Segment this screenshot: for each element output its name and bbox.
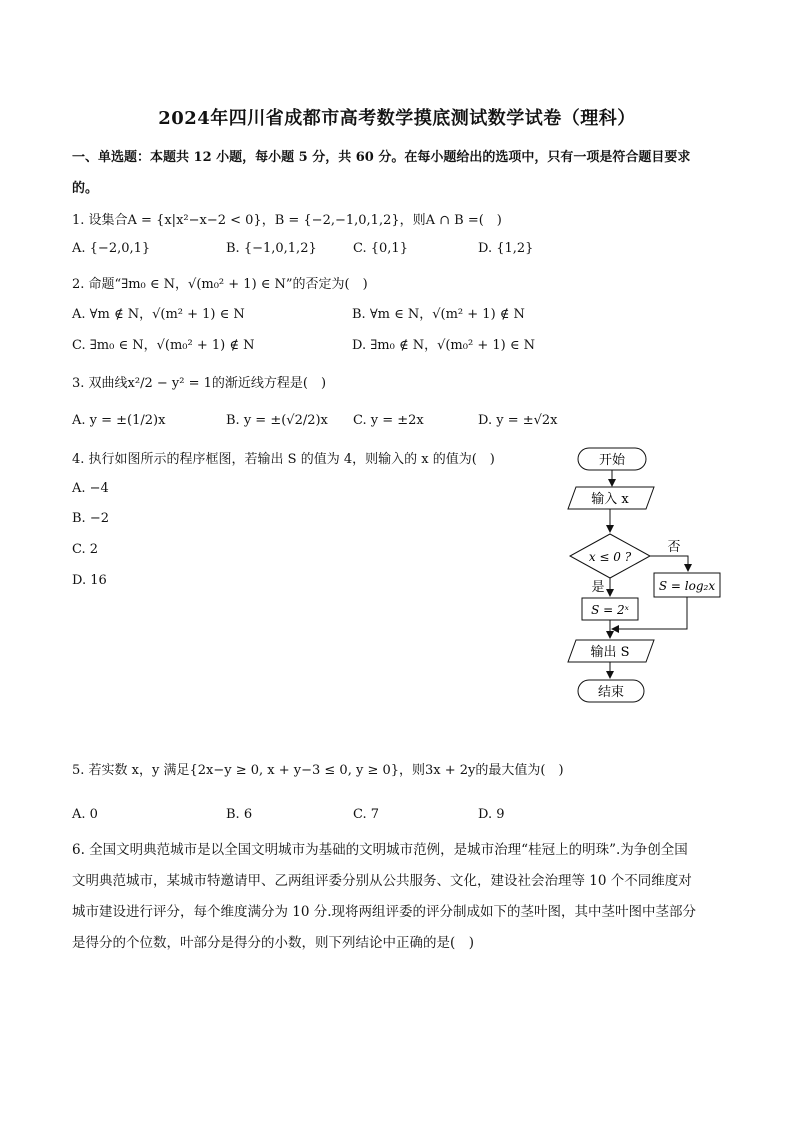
flow-input-label: 输入 x [591,492,629,507]
q3-option-b: B. y = ±(√2/2)x [226,413,328,428]
q2-option-d: D. ∃m₀ ∉ N，√(m₀² + 1) ∈ N [352,338,535,353]
question-6-line-3: 城市建设进行评分，每个维度满分为 10 分.现将两组评委的评分制成如下的茎叶图，其中茎叶图中茎部分 [72,904,697,920]
q3-option-a: A. y = ±(1/2)x [72,413,166,428]
q2-option-b: B. ∀m ∈ N，√(m² + 1) ∉ N [352,307,525,322]
flow-log-label: S = log₂x [658,579,716,593]
q5-option-c: C. 7 [353,807,380,822]
flow-decision-label: x ≤ 0 ? [588,550,632,564]
flow-no-label: 否 [667,540,681,555]
question-6-line-1: 6. 全国文明典范城市是以全国文明城市为基础的文明城市范例，是城市治理“桂冠上的明珠”.为争创全国 [72,842,688,858]
q5-option-a: A. 0 [72,807,98,822]
flow-pow-label: S = 2ˣ [591,603,629,617]
q4-option-a: A. −4 [72,481,109,496]
flow-start-label: 开始 [598,453,626,468]
question-5: 5. 若实数 x，y 满足{2x−y ≥ 0, x + y−3 ≤ 0, y ≥ 0}，则3x + 2y的最大值为( ) [72,763,564,778]
q5-option-b: B. 6 [226,807,253,822]
q5-option-d: D. 9 [478,807,505,822]
q1-option-d: D. {1,2} [478,241,534,256]
question-3: 3. 双曲线x²/2 − y² = 1的渐近线方程是( ) [72,376,327,391]
q4-option-c: C. 2 [72,542,99,557]
question-2: 2. 命题“∃m₀ ∈ N，√(m₀² + 1) ∈ N”的否定为( ) [72,277,368,292]
q4-option-d: D. 16 [72,573,107,588]
q3-option-d: D. y = ±√2x [478,413,558,428]
flow-output-label: 输出 S [590,645,630,660]
question-6-line-4: 是得分的个位数，叶部分是得分的小数，则下列结论中正确的是( ) [72,935,475,951]
flow-yes-label: 是 [591,580,605,595]
q3-option-c: C. y = ±2x [353,413,424,428]
q4-option-b: B. −2 [72,511,109,526]
q2-option-c: C. ∃m₀ ∈ N，√(m₀² + 1) ∉ N [72,338,255,353]
page-title: 2024年四川省成都市高考数学摸底测试数学试卷（理科） [158,108,636,129]
flowchart [560,440,740,710]
q1-option-a: A. {−2,0,1} [72,241,151,256]
q1-option-c: C. {0,1} [353,241,408,256]
flow-end-label: 结束 [597,685,625,700]
q1-option-b: B. {−1,0,1,2} [226,241,317,256]
section-heading: 一、单选题：本题共 12 小题，每小题 5 分，共 60 分。在每小题给出的选项中，只有一项是符合题目要求 [72,150,691,165]
section-heading-cont: 的。 [72,181,99,196]
question-1: 1. 设集合A = {x|x²−x−2 < 0}，B = {−2,−1,0,1,2}，则A ∩ B =( ) [72,213,502,228]
question-4: 4. 执行如图所示的程序框图，若输出 S 的值为 4，则输入的 x 的值为( ) [72,452,495,467]
q2-option-a: A. ∀m ∉ N，√(m² + 1) ∈ N [72,307,245,322]
question-6-line-2: 文明典范城市，某城市特邀请甲、乙两组评委分别从公共服务、文化，建设社会治理等 10 个不同维度对 [72,873,692,889]
